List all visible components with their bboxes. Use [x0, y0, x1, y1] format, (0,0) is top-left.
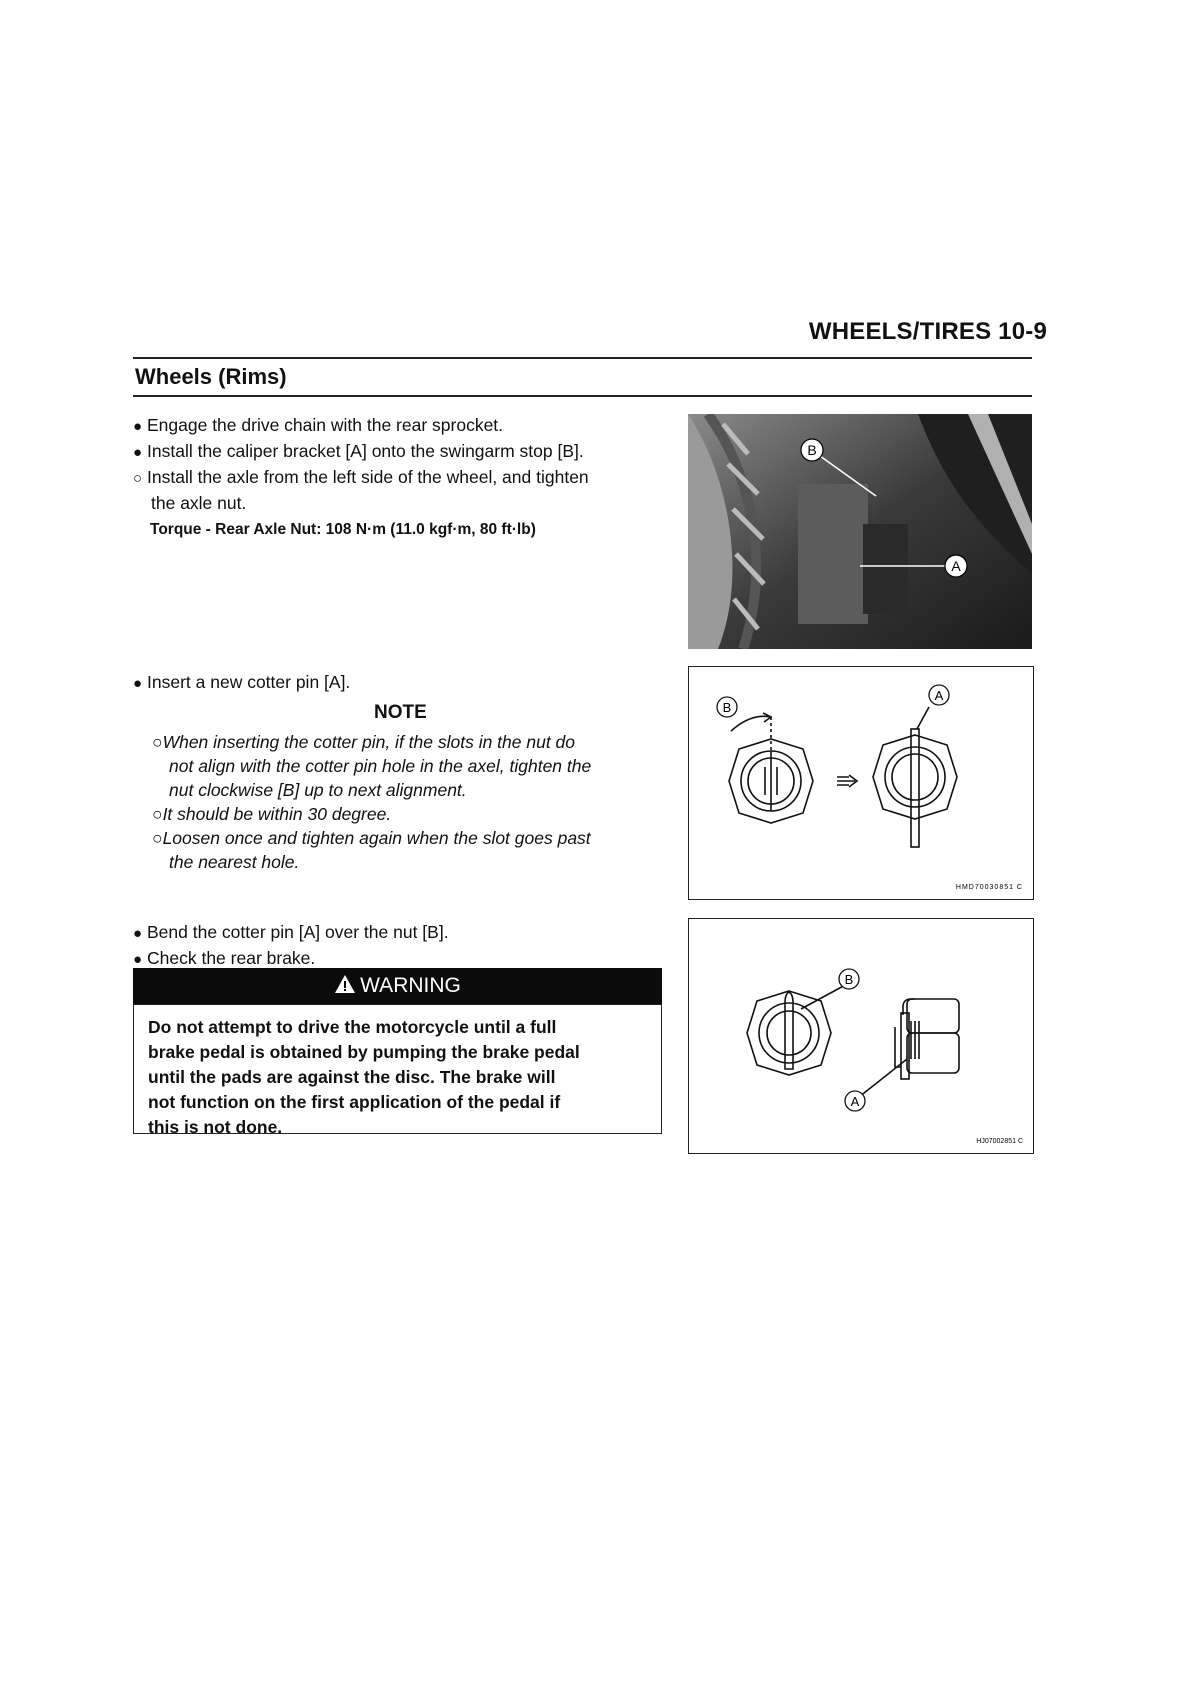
note-line: ○It should be within 30 degree. — [152, 804, 392, 824]
note-line: ○When inserting the cotter pin, if the slots in the nut do — [152, 732, 576, 752]
list-item: ● Bend the cotter pin [A] over the nut [B]. — [133, 922, 449, 942]
note-heading: NOTE — [374, 702, 427, 723]
block-axle-install — [133, 413, 589, 539]
svg-text:A: A — [934, 688, 944, 703]
cotter-pin-bend-art — [689, 919, 1033, 1153]
warning-header — [133, 968, 662, 1004]
note-line: nut clockwise [B] up to next alignment. — [169, 780, 467, 800]
warning-line: until the pads are against the disc. The brake will — [148, 1067, 556, 1087]
caliper-bracket-shape — [798, 484, 868, 624]
block-cotter-pin-insert — [133, 670, 350, 696]
leader-line-a — [917, 707, 929, 729]
list-item-continuation: the axle nut. — [151, 493, 247, 513]
rear-wheel-photo-art — [688, 414, 1032, 649]
list-item: ● Check the rear brake. — [133, 948, 316, 968]
cotter-pin-alignment-art — [689, 667, 1033, 899]
torque-spec: Torque - Rear Axle Nut: 108 N·m (11.0 kgf·m, 80 ft·lb) — [150, 521, 536, 538]
figure-code: HMD70030851 C — [955, 884, 1023, 891]
right-arrow-icon — [837, 775, 857, 787]
section-title: Wheels (Rims) — [135, 364, 287, 389]
warning-line: brake pedal is obtained by pumping the brake pedal — [148, 1042, 580, 1062]
warning-title: WARNING — [360, 974, 461, 997]
note-body — [152, 730, 591, 874]
leader-line-b — [801, 983, 849, 1009]
list-item: ● Insert a new cotter pin [A]. — [133, 672, 351, 692]
note-line: the nearest hole. — [169, 852, 300, 872]
warning-triangle-icon — [334, 974, 356, 994]
svg-text:A: A — [850, 1094, 860, 1109]
cotter-pin-bent-front — [785, 993, 793, 1070]
list-item: ○ Install the axle from the left side of the wheel, and tighten — [133, 467, 589, 487]
warning-line: Do not attempt to drive the motorcycle until a full — [148, 1017, 557, 1037]
warning-body — [134, 1005, 661, 1140]
list-item: ● Engage the drive chain with the rear sprocket. — [133, 415, 504, 435]
block-cotter-pin-bend — [133, 920, 449, 972]
svg-text:B: B — [807, 442, 817, 458]
warning-line: not function on the first application of the pedal if — [148, 1092, 561, 1112]
section-rule — [133, 395, 1032, 397]
page-header-title: WHEELS/TIRES 10-9 — [808, 318, 1047, 345]
note-line: not align with the cotter pin hole in the axel, tighten the — [169, 756, 592, 776]
header-rule — [133, 357, 1032, 359]
warning-box — [133, 1004, 662, 1137]
svg-text:B: B — [844, 972, 854, 987]
cotter-pin-alignment-figure — [688, 666, 1034, 900]
svg-text:A: A — [951, 558, 961, 574]
cotter-pin-bend-figure — [688, 918, 1034, 1154]
figure-code: HJ07002851 C — [976, 1138, 1023, 1145]
leader-line-a — [859, 1059, 907, 1097]
note-line: ○Loosen once and tighten again when the slot goes past — [152, 828, 591, 848]
svg-text:B: B — [722, 700, 732, 715]
rotation-arc — [731, 716, 771, 731]
rear-wheel-photo — [688, 414, 1032, 649]
warning-line: this is not done. — [148, 1117, 283, 1137]
list-item: ● Install the caliper bracket [A] onto the swingarm stop [B]. — [133, 441, 584, 461]
